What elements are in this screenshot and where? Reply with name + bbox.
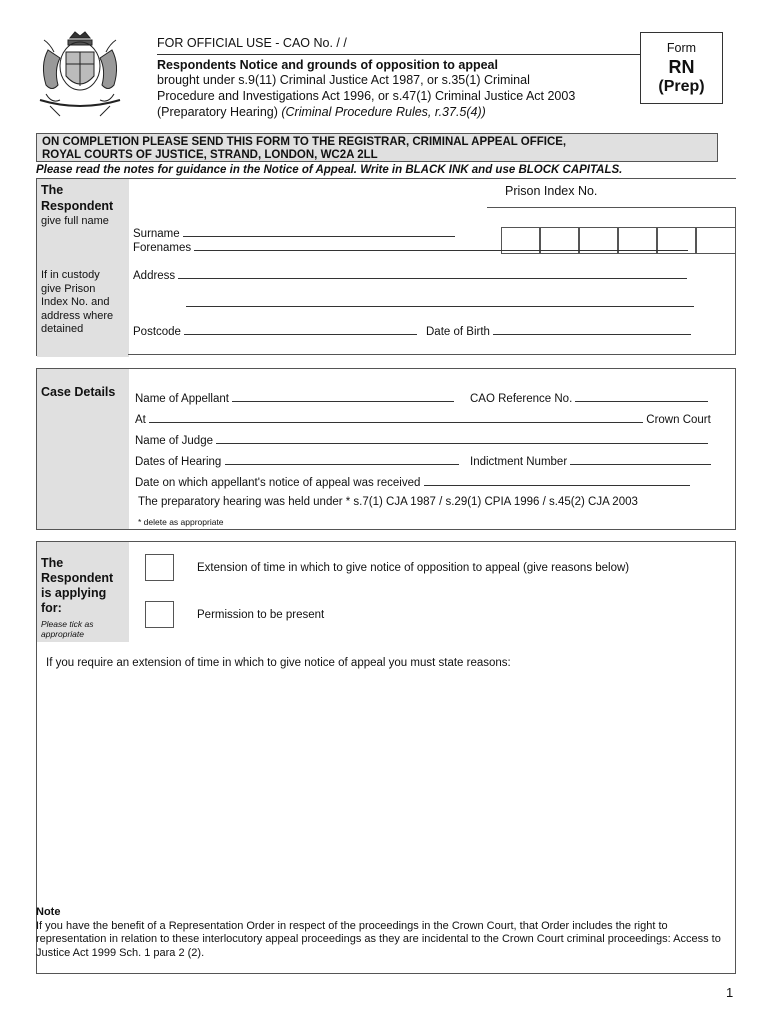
form-title-line2: brought under s.9(11) Criminal Justice Act 1987, or s.35(1) Criminal <box>157 73 530 87</box>
send-instructions-line2: ROYAL COURTS OF JUSTICE, STRAND, LONDON, WC2A 2LL <box>42 149 378 161</box>
page-number: 1 <box>726 985 734 1000</box>
prison-index-cell-6[interactable] <box>696 227 736 254</box>
address-field-line2[interactable] <box>186 296 694 310</box>
extension-of-time-checkbox[interactable] <box>145 554 174 581</box>
form-title-line3: Procedure and Investigations Act 1996, or s.47(1) Criminal Justice Act 2003 <box>157 89 576 103</box>
respondent-heading: Respondent <box>41 199 114 213</box>
send-instructions-line1: ON COMPLETION PLEASE SEND THIS FORM TO THE REGISTRAR, CRIMINAL APPEAL OFFICE, <box>42 136 567 148</box>
prison-index-rule <box>487 207 736 208</box>
official-use-line: FOR OFFICIAL USE - CAO No. / / <box>157 36 347 50</box>
application-side-panel <box>37 542 129 642</box>
custody-note: If in custody give Prison Index No. and address where detained <box>41 269 114 335</box>
royal-coat-of-arms-icon <box>30 30 130 120</box>
permission-to-be-present-checkbox[interactable] <box>145 601 174 628</box>
cao-reference-field[interactable]: CAO Reference No. <box>470 391 708 405</box>
reasons-text-area[interactable] <box>46 675 726 900</box>
form-code: RN <box>668 57 695 77</box>
form-title: Respondents Notice and grounds of opposition to appeal <box>157 58 498 72</box>
hearing-dates-field[interactable]: Dates of Hearing <box>135 454 459 468</box>
rules-reference: (Criminal Procedure Rules, r.37.5(4)) <box>281 105 486 119</box>
judge-name-field[interactable]: Name of Judge <box>135 433 708 447</box>
tick-note: Please tick as appropriate <box>41 619 94 639</box>
date-of-birth-field[interactable]: Date of Birth <box>426 324 691 338</box>
postcode-field[interactable]: Postcode <box>133 324 417 338</box>
note-title: Note <box>36 906 61 918</box>
guidance-instructions: Please read the notes for guidance in the Notice of Appeal. Write in BLACK INK and use BLOCK CAPITALS. <box>36 164 623 176</box>
reasons-prompt: If you require an extension of time in which to give notice of appeal you must state reasons: <box>46 657 511 669</box>
court-location-field[interactable]: At Crown Court <box>135 414 711 426</box>
respondent-heading-the: The <box>41 183 64 197</box>
notice-received-date-field[interactable]: Date on which appellant's notice of appeal was received <box>135 475 690 489</box>
respondent-side-panel <box>37 179 129 357</box>
delete-as-appropriate-note: * delete as appropriate <box>138 517 224 527</box>
permission-to-be-present-label: Permission to be present <box>197 609 325 621</box>
send-instructions-box <box>36 133 718 162</box>
header-divider <box>157 54 640 55</box>
form-code-box <box>640 32 723 104</box>
representation-note <box>36 906 736 960</box>
preparatory-hearing-text: (Preparatory Hearing) <box>157 105 282 119</box>
extension-of-time-label: Extension of time in which to give notice of opposition to appeal (give reasons below) <box>197 562 630 574</box>
forenames-field[interactable]: Forenames <box>133 240 688 254</box>
address-field[interactable]: Address <box>133 268 687 282</box>
case-details-heading: Case Details <box>41 385 116 399</box>
form-label: Form <box>666 41 697 55</box>
case-details-side-panel <box>37 369 129 529</box>
form-subcode: (Prep) <box>658 78 705 95</box>
preparatory-hearing-statute[interactable]: The preparatory hearing was held under * s.7(1) CJA 1987 / s.29(1) CPIA 1996 / s.45(2) CJA 2003 <box>138 496 638 508</box>
form-title-line4 <box>157 105 486 119</box>
prison-index-label: Prison Index No. <box>505 184 598 198</box>
surname-field[interactable]: Surname <box>133 226 455 240</box>
application-heading: The Respondent is applying for: <box>41 556 114 615</box>
indictment-number-field[interactable]: Indictment Number <box>470 454 711 468</box>
note-body: If you have the benefit of a Representation Order in respect of the proceedings in the Crown Court, that Order includes the right to representation in relation to these interlocutory appeal proceedings as they are incidental to the Crown Court criminal proceedings: Access to Justice Act 1999 Sch. 1 para 2 (2). <box>36 919 721 959</box>
respondent-bottom-rule <box>128 354 736 355</box>
appellant-name-field[interactable]: Name of Appellant <box>135 391 454 405</box>
give-full-name-label: give full name <box>41 215 109 227</box>
